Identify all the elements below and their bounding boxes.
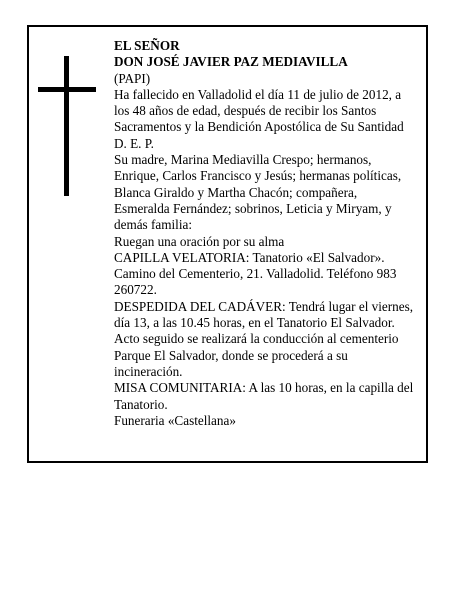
family-members: Su madre, Marina Mediavilla Crespo; hermanos, Enrique, Carlos Francisco y Jesús; hermanas políticas, Blanca Giraldo y Martha Chacón; compañera, Esmeralda Fernández; sobrinos, Leticia y Miryam, y demás familia: — [114, 152, 405, 233]
cross-horizontal-bar — [38, 87, 96, 92]
death-announcement: Ha fallecido en Valladolid el día 11 de julio de 2012, a los 48 años de edad, después de recibir los Santos Sacramentos y la Bendición Apostólica de Su Santidad D. E. P. — [114, 86, 408, 151]
deceased-nickname: (PAPI) — [114, 70, 151, 86]
title-line-1: EL SEÑOR — [114, 38, 180, 53]
deceased-name: DON JOSÉ JAVIER PAZ MEDIAVILLA — [114, 54, 348, 70]
funeral-home: Funeraria «Castellana» — [114, 412, 236, 428]
cross-vertical-bar — [64, 56, 69, 196]
chapel-info: CAPILLA VELATORIA: Tanatorio «El Salvador». Camino del Cementerio, 21. Valladolid. Teléfono 983 260722. — [114, 249, 400, 298]
farewell-info: DESPEDIDA DEL CADÁVER: Tendrá lugar el viernes, día 13, a las 10.45 horas, en el Tanatorio El Salvador. Acto seguido se realizará la conducción al cementerio Parque El Salvador, donde se procederá a su incineración. — [114, 298, 417, 379]
prayer-request: Ruegan una oración por su alma — [114, 233, 285, 249]
obituary-text — [114, 38, 417, 429]
mass-info: MISA COMUNITARIA: A las 10 horas, en la capilla del Tanatorio. — [114, 380, 417, 412]
cross-icon — [38, 56, 96, 196]
